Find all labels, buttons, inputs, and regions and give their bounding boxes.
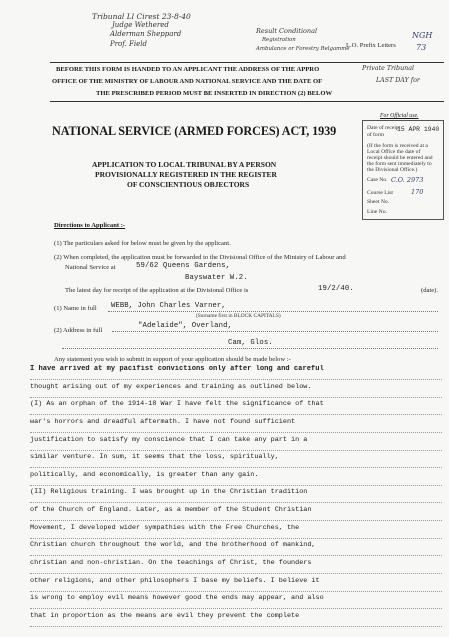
handwritten-ambulance-note: Ambulance or Forestry Relgamme [256, 46, 350, 52]
statement-line: other religions, and other philosophers I base my beliefs. I believe it [30, 577, 442, 592]
latest-day-value: 19/2/40. [318, 285, 354, 293]
name-hint: (Surname first in BLOCK CAPITALS) [196, 313, 281, 319]
statement-line: similar venture. In sum, it seems that the loss, spiritually, [30, 453, 442, 468]
statement-line: (I) As an orphan of the 1914-18 War I have felt the significance of that [30, 400, 442, 415]
prefix-number: 73 [416, 43, 427, 52]
handwritten-result-note: Result Conditional [256, 27, 318, 35]
official-note-2: Local Office the date of [367, 149, 421, 155]
name-value: WEBB, John Charles Varner, [111, 302, 226, 310]
case-no-label: Case No. [367, 177, 388, 183]
official-use-header: For Official use. [380, 113, 419, 119]
subtitle-line-2: PROVISIONALLY REGISTERED IN THE REGISTER [95, 170, 277, 179]
prefix-letters-code: NGH [412, 31, 433, 40]
official-use-box [362, 120, 444, 220]
direction-2-continued: National Service at [65, 264, 116, 271]
form-title: NATIONAL SERVICE (ARMED FORCES) ACT, 1939 [52, 124, 337, 138]
statement-intro: Any statement you wish to submit in support of your application should be made below :- [54, 356, 291, 363]
statement-line: of the Church of England. Later, as a member of the Student Christian [30, 506, 442, 521]
address-dotted-line-1 [112, 331, 438, 332]
directions-heading: Directions to Applicant :- [54, 222, 126, 229]
warning-line-2: OFFICE OF THE MINISTRY OF LABOUR AND NATIONAL SERVICE AND THE DATE OF [52, 78, 323, 85]
course-list-value: 170 [411, 188, 424, 196]
date-of-receipt-label-2: of form [367, 132, 384, 138]
official-note-1: (If the form is received at a [367, 143, 428, 149]
date-of-receipt-stamp: 15 APR 1940 [397, 126, 440, 133]
handwritten-professor-note: Prof. Field [110, 40, 148, 48]
warning-line-1: BEFORE THIS FORM IS HANDED TO AN APPLICANT THE ADDRESS OF THE APPRO [56, 66, 320, 73]
line-no-label: Line No. [367, 209, 387, 215]
handwritten-registration-note: Registration [262, 37, 296, 43]
case-no-value: C.O. 2973 [391, 176, 424, 184]
handwritten-judge-note: Judge Wethered [112, 21, 169, 29]
direction-1: (1) The particulars asked for below must be given by the applicant. [54, 240, 231, 247]
warning-handwritten-1: Private Tribunal [362, 65, 414, 72]
prefix-letters-label: L.O. Prefix Letters [346, 42, 396, 49]
warning-handwritten-2: LAST DAY for [376, 77, 420, 84]
official-note-3: receipt should be entered and [367, 155, 433, 161]
sheet-no-label: Sheet No. [367, 199, 390, 205]
address-label: (2) Address in full [54, 327, 103, 334]
handwritten-alderman-note: Alderman Sheppard [110, 30, 182, 38]
course-list-label: Course List [367, 190, 393, 196]
subtitle-line-3: OF CONSCIENTIOUS OBJECTORS [127, 180, 250, 189]
statement-line: Christian church throughout the world, and the brotherhood of mankind, [30, 541, 442, 556]
statement-line: Movement, I developed wider sympathies with the Free Churches, the [30, 524, 442, 539]
statement-line: christian and non-christian. On the teachings of Christ, the founders [30, 559, 442, 574]
address-dotted-line-2 [62, 348, 438, 349]
statement-line: politically, and economically, is greater than any gain. [30, 471, 442, 486]
statement-line: (II) Religious training. I was brought up in the Christian tradition [30, 488, 442, 503]
subtitle-line-1: APPLICATION TO LOCAL TRIBUNAL BY A PERSON [92, 160, 277, 169]
official-note-5: the Divisional Office.) [367, 167, 418, 173]
direction-2: (2) When completed, the application must be forwarded to the Divisional Office of the Ministry of Labour and [54, 254, 346, 261]
latest-day-label: The latest day for receipt of the application at the Divisional Office is [65, 287, 249, 294]
official-note-4: the form sent immediately to [367, 161, 432, 167]
divisional-office-address-2: Bayswater W.2. [185, 274, 248, 282]
warning-top-rule [50, 62, 444, 63]
statement-line: I have arrived at my pacifist convictions only after long and careful [30, 365, 442, 380]
statement-line: is wrong to employ evil means however good the ends may appear, and also [30, 594, 442, 609]
divisional-office-address-1: 59/62 Queens Gardens, [136, 262, 231, 270]
statement-line: justification to satisfy my conscience that I can take any part in a [30, 436, 442, 451]
statement-line: that in proportion as the means are evil they prevent the complete [30, 612, 442, 627]
address-value-1: "Adelaide", Overland, [138, 322, 233, 330]
statement-line: thought arising out of my experiences and training as outlined below. [30, 383, 442, 398]
date-suffix: (date). [421, 287, 439, 294]
name-label: (1) Name in full [54, 305, 97, 312]
warning-bottom-rule [50, 101, 444, 102]
warning-line-3: THE PRESCRIBED PERIOD MUST BE INSERTED IN DIRECTION (2) BELOW [96, 90, 333, 97]
handwritten-tribunal-note: Tribunal Ll Cirest 23-8-40 [92, 12, 191, 21]
address-value-2: Cam, Glos. [228, 339, 273, 347]
date-of-receipt-label: Date of receipt [367, 125, 401, 131]
statement-line: war's horrors and dreadful aftermath. I have not found sufficient [30, 418, 442, 433]
name-dotted-line [108, 311, 438, 312]
